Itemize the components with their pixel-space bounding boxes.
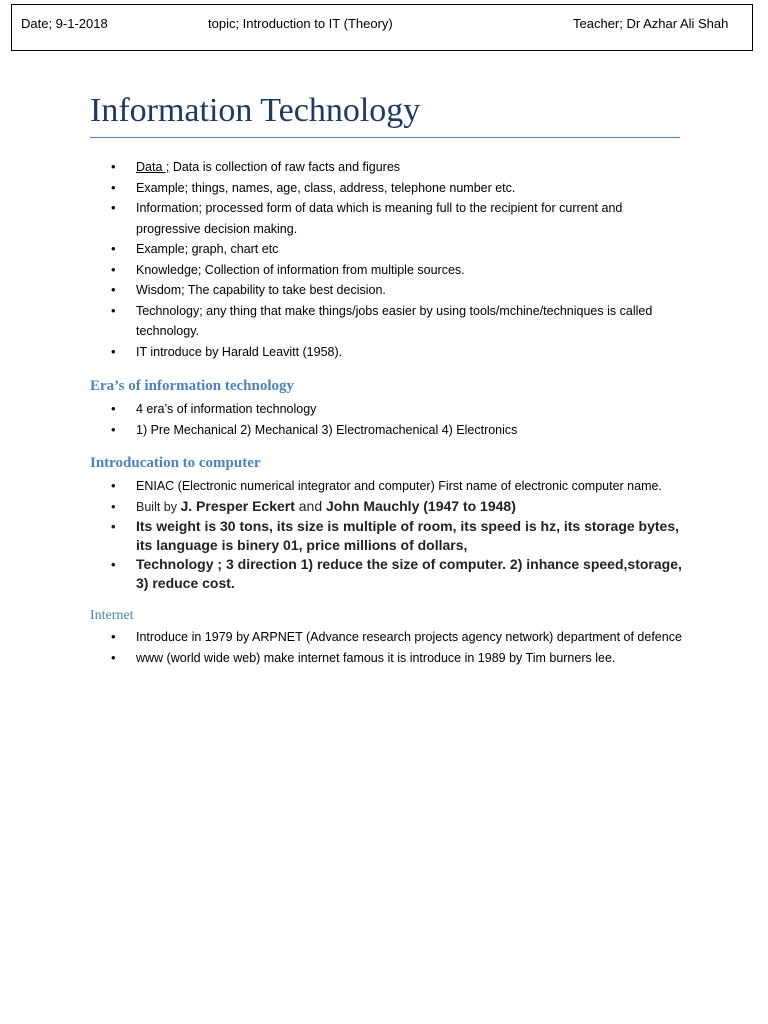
list-item: • Introduce in 1979 by ARPNET (Advance research projects agency network) department of defence — [0, 627, 684, 648]
header-date: Date; 9-1-2018 — [21, 16, 108, 31]
list-item — [0, 157, 684, 178]
internet-list — [0, 627, 684, 668]
header-teacher: Teacher; Dr Azhar Ali Shah — [573, 16, 729, 31]
built-by-prefix: Built by — [136, 500, 181, 514]
list-item — [0, 497, 684, 517]
list-item: • ENIAC (Electronic numerical integrator and computer) First name of electronic computer name. — [0, 476, 684, 497]
list-item: • Example; things, names, age, class, address, telephone number etc. — [0, 178, 684, 199]
list-item: • Knowledge; Collection of information from multiple sources. — [0, 260, 684, 281]
header-topic: topic; Introduction to IT (Theory) — [208, 16, 393, 31]
document-header — [11, 4, 753, 51]
built-by-name-1: J. Presper Eckert — [180, 498, 295, 514]
computer-list — [0, 497, 684, 593]
list-item: • Information; processed form of data which is meaning full to the recipient for current and progressive decision making. — [0, 198, 684, 239]
list-item: • www (world wide web) make internet famous it is introduce in 1989 by Tim burners lee. — [0, 648, 684, 669]
intro-list — [0, 157, 684, 362]
list-item: • Technology ; 3 direction 1) reduce the size of computer. 2) inhance speed,storage, 3) reduce cost. — [0, 555, 684, 593]
list-item: • 1) Pre Mechanical 2) Mechanical 3) Electromachenical 4) Electronics — [0, 420, 684, 441]
section-heading-computer: Introducation to computer — [90, 455, 261, 471]
section-heading-eras: Era’s of information technology — [90, 378, 295, 394]
data-term: Data ; — [136, 160, 170, 174]
list-item: • Example; graph, chart etc — [0, 239, 684, 260]
title-underline — [90, 137, 680, 138]
list-item: • Its weight is 30 tons, its size is multiple of room, its speed is hz, its storage bytes, its language is binery 01, price millions of dollars, — [0, 517, 684, 555]
list-item: • Technology; any thing that make things/jobs easier by using tools/mchine/techniques is called technology. — [0, 301, 684, 342]
built-by-name-2: John Mauchly (1947 to 1948) — [326, 498, 516, 514]
built-by-and: and — [294, 498, 327, 514]
list-item: • IT introduce by Harald Leavitt (1958). — [0, 342, 684, 363]
section-heading-internet: Internet — [90, 608, 134, 623]
page-title: Information Technology — [90, 92, 421, 129]
data-definition: Data is collection of raw facts and figures — [169, 160, 401, 174]
list-item: • 4 era’s of information technology — [0, 399, 684, 420]
computer-list-eniac — [0, 476, 684, 497]
list-item: • Wisdom; The capability to take best decision. — [0, 280, 684, 301]
eras-list — [0, 399, 684, 440]
